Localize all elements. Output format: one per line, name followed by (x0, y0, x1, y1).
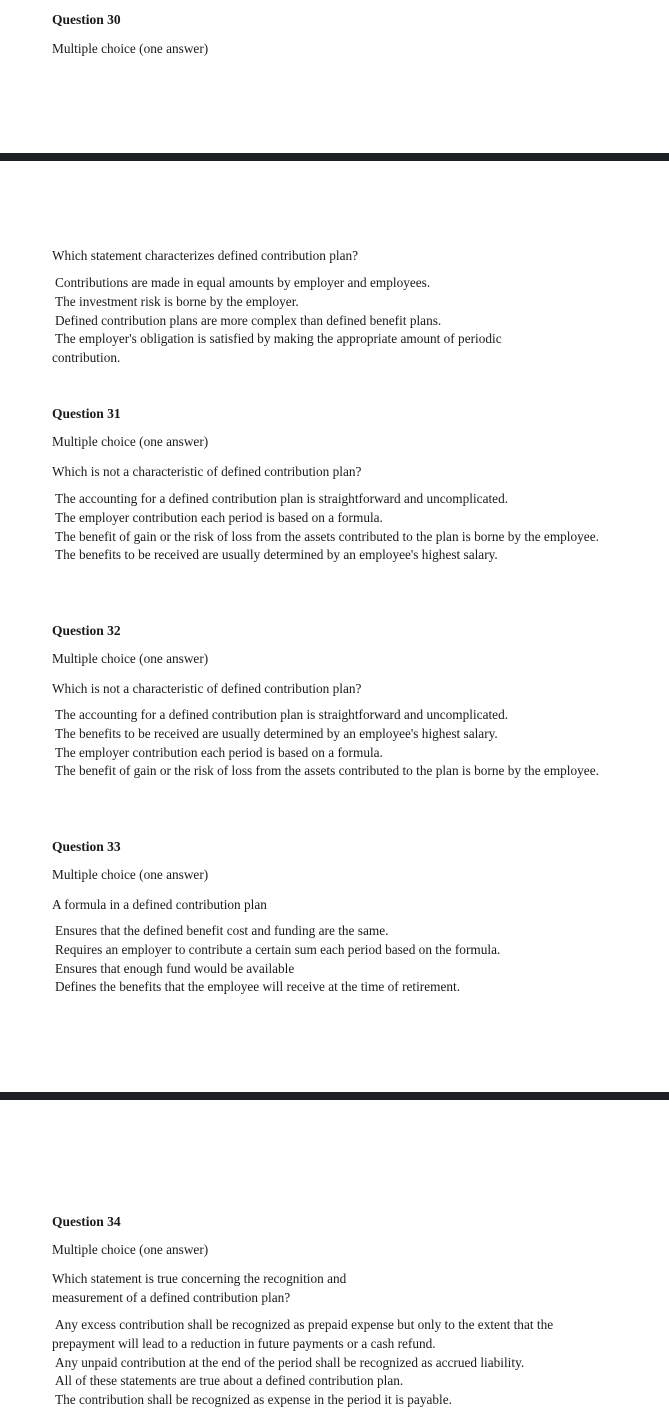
question-34-title: Question 34 (52, 1214, 121, 1229)
answer-option[interactable]: Any excess contribution shall be recognized as prepaid expense but only to the extent that the prepayment will lead to a reduction in future payments or a cash refund. (52, 1317, 554, 1351)
question-31-title: Question 31 (52, 406, 121, 421)
question-32-options (52, 706, 612, 781)
answer-option[interactable]: The employer contribution each period is based on a formula. (55, 744, 383, 760)
question-31-type: Multiple choice (one answer) (52, 434, 209, 449)
question-30-type: Multiple choice (one answer) (52, 41, 209, 56)
question-32-stem: Which is not a characteristic of defined contribution plan? (52, 681, 362, 696)
question-30-stem: Which statement characterizes defined contribution plan? (52, 248, 359, 263)
answer-option[interactable]: The benefit of gain or the risk of loss from the assets contributed to the plan is borne by the employee. (55, 528, 599, 544)
question-32-title: Question 32 (52, 623, 121, 638)
section-divider (0, 153, 669, 161)
answer-option[interactable]: Ensures that the defined benefit cost and funding are the same. (55, 923, 389, 938)
answer-option[interactable]: Requires an employer to contribute a certain sum each period based on the formula. (55, 941, 501, 957)
answer-option[interactable]: The benefits to be received are usually determined by an employee's highest salary. (55, 547, 498, 563)
question-34-options (52, 1316, 612, 1410)
answer-option[interactable]: All of these statements are true about a defined contribution plan. (55, 1373, 404, 1389)
question-34-type: Multiple choice (one answer) (52, 1242, 209, 1257)
answer-option[interactable]: The contribution shall be recognized as expense in the period it is payable. (55, 1392, 452, 1408)
answer-option[interactable]: The employer's obligation is satisfied by making the appropriate amount of periodic contribution. (52, 331, 502, 366)
answer-option[interactable]: The employer contribution each period is based on a formula. (55, 509, 383, 525)
question-33-type: Multiple choice (one answer) (52, 867, 209, 882)
question-33-stem: A formula in a defined contribution plan (52, 897, 267, 912)
answer-option[interactable]: Any unpaid contribution at the end of the period shall be recognized as accrued liability. (55, 1354, 525, 1370)
question-34-stem-line-1: Which statement is true concerning the recognition and (52, 1271, 347, 1286)
section-divider (0, 1092, 669, 1100)
answer-option[interactable]: Ensures that enough fund would be available (55, 960, 295, 976)
answer-option[interactable]: The benefits to be received are usually determined by an employee's highest salary. (55, 725, 498, 741)
question-31-stem: Which is not a characteristic of defined contribution plan? (52, 464, 362, 479)
question-30-options (52, 274, 612, 368)
question-34-stem (52, 1269, 669, 1307)
answer-option[interactable]: The benefit of gain or the risk of loss from the assets contributed to the plan is borne by the employee. (55, 763, 599, 779)
answer-option[interactable]: Defined contribution plans are more complex than defined benefit plans. (55, 312, 442, 328)
answer-option[interactable]: The accounting for a defined contribution plan is straightforward and uncomplicated. (55, 491, 509, 506)
answer-option[interactable]: Defines the benefits that the employee will receive at the time of retirement. (55, 979, 461, 995)
answer-option[interactable]: The accounting for a defined contribution plan is straightforward and uncomplicated. (55, 707, 509, 722)
question-31-options (52, 490, 612, 565)
question-30-title: Question 30 (52, 12, 121, 27)
question-34-stem-line-2: measurement of a defined contribution plan? (52, 1290, 291, 1305)
question-32-type: Multiple choice (one answer) (52, 651, 209, 666)
question-33-title: Question 33 (52, 839, 121, 854)
answer-option[interactable]: The investment risk is borne by the employer. (55, 293, 299, 309)
answer-option[interactable]: Contributions are made in equal amounts by employer and employees. (55, 275, 431, 290)
question-33-options (52, 922, 612, 997)
